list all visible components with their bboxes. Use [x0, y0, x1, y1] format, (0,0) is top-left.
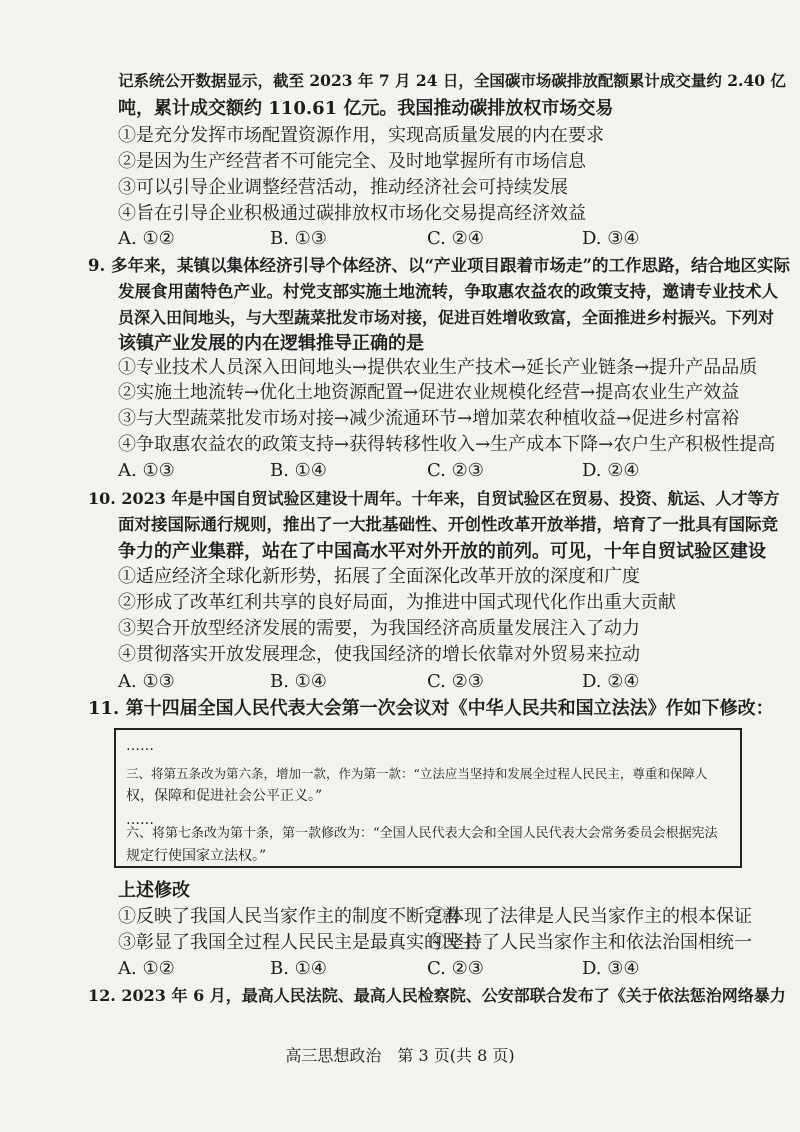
q12-stem: 12. 2023 年 6 月，最高人民法院、最高人民检察院、公安部联合发布了《关于依法惩治网络暴力 — [88, 986, 786, 1005]
q11-statement: ④坚持了人民当家作主和依法治国相统一 — [428, 932, 752, 953]
q8-stem-line: 吨，累计成交额约 110.61 亿元。我国推动碳排放权市场交易 — [118, 98, 614, 119]
q9-statement: ②实施土地流转→优化土地资源配置→促进农业规模化经营→提高农业生产效益 — [118, 382, 740, 403]
q8-statement: ②是因为生产经营者不可能完全、及时地掌握所有市场信息 — [118, 151, 586, 172]
q10-options — [118, 670, 758, 694]
q10-statement: ③契合开放型经济发展的需要，为我国经济高质量发展注入了动力 — [118, 618, 640, 639]
q11-statement: ③彰显了我国全过程人民民主是最真实的民主 — [118, 932, 478, 953]
q8-option-b[interactable]: B. ①③ — [270, 228, 327, 249]
q8-option-c[interactable]: C. ②④ — [427, 228, 484, 249]
q9-statement: ①专业技术人员深入田间地头→提供农业生产技术→延长产业链条→提升产品品质 — [118, 357, 758, 378]
q9-stem-line: 9. 多年来，某镇以集体经济引导个体经济、以“产业项目跟着市场走”的工作思路，结合地区实际 — [88, 256, 790, 275]
q9-option-c[interactable]: C. ②③ — [427, 460, 484, 481]
q11-excerpt-line: 三、将第五条改为第六条，增加一款，作为第一款：“立法应当坚持和发展全过程人民民主，尊重和保障人 — [126, 766, 708, 781]
q10-option-b[interactable]: B. ①④ — [270, 671, 327, 692]
q10-statement: ②形成了改革红利共享的良好局面，为推进中国式现代化作出重大贡献 — [118, 592, 676, 613]
page-footer: 高三思想政治 第 3 页(共 8 页) — [285, 1046, 515, 1065]
q9-option-b[interactable]: B. ①④ — [270, 460, 327, 481]
q11-statement: ②体现了法律是人民当家作主的根本保证 — [428, 906, 752, 927]
q9-options — [118, 459, 758, 483]
q8-options — [118, 227, 758, 251]
q9-statement: ④争取惠农益农的政策支持→获得转移性收入→生产成本下降→农户生产积极性提高 — [118, 434, 776, 455]
q11-excerpt-box — [114, 728, 742, 868]
q8-stem-line: 记系统公开数据显示，截至 2023 年 7 月 24 日，全国碳市场碳排放配额累计成交量约 2.40 亿 — [118, 71, 786, 90]
q11-excerpt-line: 规定行使国家立法权。” — [126, 848, 267, 864]
q11-stem: 11. 第十四届全国人民代表大会第一次会议对《中华人民共和国立法法》作如下修改： — [88, 698, 774, 719]
q11-option-d[interactable]: D. ③④ — [582, 958, 640, 979]
q11-option-a[interactable]: A. ①② — [118, 958, 175, 979]
q11-excerpt-line: 权，保障和促进社会公平正义。” — [126, 788, 323, 804]
q11-excerpt-line: 六、将第七条改为第十条，第一款修改为：“全国人民代表大会和全国人民代表大会常务委员会根据宪法 — [126, 826, 718, 841]
q10-statement: ①适应经济全球化新形势，拓展了全面深化改革开放的深度和广度 — [118, 566, 640, 587]
q8-statement: ③可以引导企业调整经营活动，推动经济社会可持续发展 — [118, 177, 568, 198]
q10-stem-line: 面对接国际通行规则，推出了一大批基础性、开创性改革开放举措，培育了一批具有国际竞 — [118, 515, 778, 534]
q8-statement: ④旨在引导企业积极通过碳排放权市场化交易提高经济效益 — [118, 203, 586, 224]
q11-excerpt-line: …… — [126, 738, 154, 754]
q11-statement: ①反映了我国人民当家作主的制度不断完善 — [118, 906, 460, 927]
q8-statement: ①是充分发挥市场配置资源作用，实现高质量发展的内在要求 — [118, 125, 604, 146]
q10-option-a[interactable]: A. ①③ — [118, 671, 175, 692]
q10-option-c[interactable]: C. ②③ — [427, 671, 484, 692]
q11-option-c[interactable]: C. ②③ — [427, 958, 484, 979]
q10-statement: ④贯彻落实开放发展理念，使我国经济的增长依靠对外贸易来拉动 — [118, 644, 640, 665]
q11-excerpt-line: …… — [126, 812, 154, 828]
q11-option-b[interactable]: B. ①④ — [270, 958, 327, 979]
q11-lead: 上述修改 — [118, 880, 190, 901]
q8-option-a[interactable]: A. ①② — [118, 228, 175, 249]
q9-statement: ③与大型蔬菜批发市场对接→减少流通环节→增加菜农种植收益→促进乡村富裕 — [118, 408, 740, 429]
q10-option-d[interactable]: D. ②④ — [582, 671, 640, 692]
q9-option-d[interactable]: D. ②④ — [582, 460, 640, 481]
q9-stem-line: 发展食用菌特色产业。村党支部实施土地流转，争取惠农益农的政策支持，邀请专业技术人 — [118, 282, 778, 301]
q10-stem-line: 争力的产业集群，站在了中国高水平对外开放的前列。可见，十年自贸试验区建设 — [118, 541, 766, 562]
q8-option-d[interactable]: D. ③④ — [582, 228, 640, 249]
q11-options — [118, 957, 758, 981]
q9-stem-line: 员深入田间地头，与大型蔬菜批发市场对接，促进百姓增收致富，全面推进乡村振兴。下列对 — [118, 308, 775, 327]
q9-stem-line: 该镇产业发展的内在逻辑推导正确的是 — [118, 333, 424, 354]
q9-option-a[interactable]: A. ①③ — [118, 460, 175, 481]
q10-stem-line: 10. 2023 年是中国自贸试验区建设十周年。十年来，自贸试验区在贸易、投资、航运、人才等方 — [88, 489, 780, 508]
